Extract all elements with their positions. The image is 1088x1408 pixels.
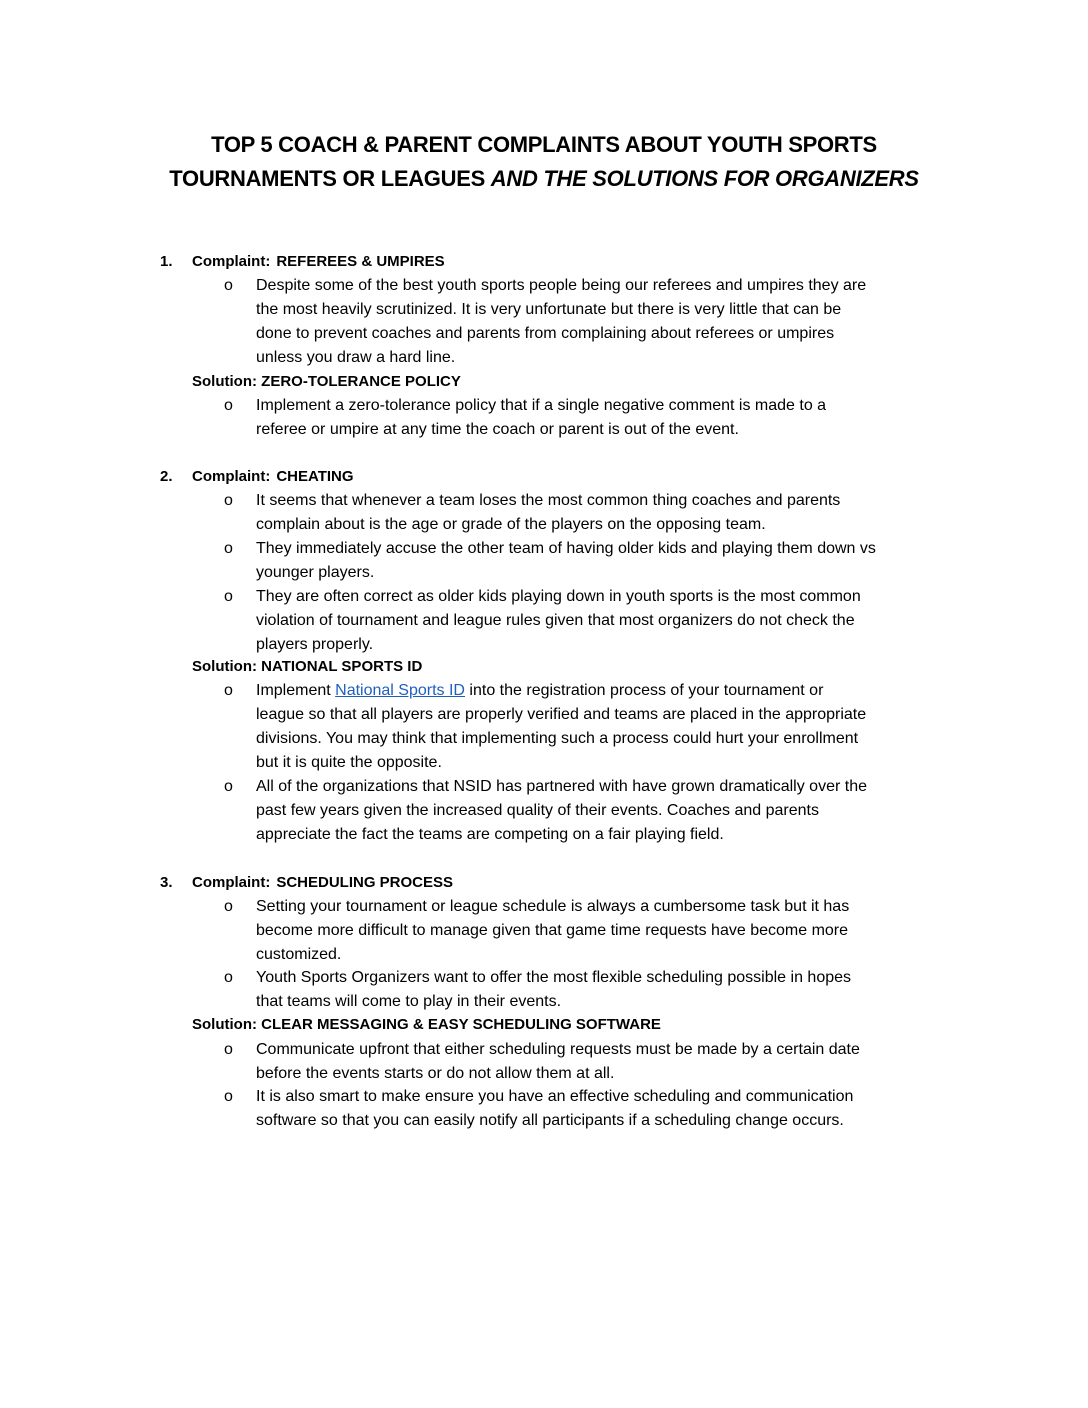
item-number: 1. — [160, 253, 173, 270]
complaint-label: Complaint: — [192, 874, 271, 891]
bullet-circle-icon: o — [224, 540, 233, 557]
solution-heading — [192, 370, 461, 394]
document-page: TOP 5 COACH & PARENT COMPLAINTS ABOUT YOUTH SPORTS TOURNAMENTS OR LEAGUES AND THE SOLUTIONS FOR ORGANIZERS 1. Complaint: REFEREES & UMPIRES o Despite some of the best youth sports people being our referees and umpires they are the most heavily scrutinized. It is very unfortunate but there is very little that can be done to prevent coaches and parents from complaining about referees or umpires unless you draw a hard line. Solution: ZERO-TOLERANCE POLICY o Implement a zero-tolerance policy that if a single negative comment is made to a referee or umpire at any time the coach or parent is out of the event. 2. Complaint: CHEATING o It seems that whenever a team loses the most common thing coaches and parents complain about is the age or grade of the players on the opposing team. o They immediately accuse the other team of having older kids and playing them down vs younger players. o They are often correct as older kids playing down in youth sports is the most common violation of tournament and league rules given that most organizers do not check the players properly. Solution: NATIONAL SPORTS ID o Implement National Sports ID into the registration process of your tournament or league so that all players are properly verified and teams are placed in the appropriate divisions. You may think that implementing such a process could hurt your enrollment but it is quite the opposite. o All of the organizations that NSID has partnered with have grown dramatically over the past few years given the increased quality of their events. Coaches and parents appreciate the fact the teams are competing on a fair playing field. 3. Complaint: SCHEDULING PROCESS o Setting your tournament or league schedule is always a cumbersome task but it has become more difficult to manage given that game time requests have become more customized. o Youth Sports Organizers want to offer the most flexible scheduling possible in hopes that teams will come to play in their events. Solution: CLEAR MESSAGING & EASY SCHEDULING SOFTWARE o Communicate upfront that either scheduling requests must be made by a certain date before the events starts or do not allow them at all. o It is also smart to make ensure you have an effective scheduling and communication software so that you can easily notify all participants if a scheduling change occurs. — [0, 0, 1088, 1408]
title-line-2: TOURNAMENTS OR LEAGUES AND THE SOLUTIONS FOR ORGANIZERS — [169, 166, 919, 191]
solution-label: Solution: — [192, 1016, 257, 1033]
solution-heading — [192, 655, 422, 679]
item-number: 2. — [160, 468, 173, 485]
item-number: 3. — [160, 874, 173, 891]
solution-topic: CLEAR MESSAGING & EASY SCHEDULING SOFTWARE — [261, 1016, 661, 1033]
title-line-1: TOP 5 COACH & PARENT COMPLAINTS ABOUT YOUTH SPORTS — [211, 132, 877, 157]
document-title — [80, 128, 1008, 196]
bullet-circle-icon: o — [224, 1041, 233, 1058]
complaint-topic: REFEREES & UMPIRES — [276, 253, 445, 270]
solution-heading — [192, 1013, 661, 1037]
bullet-circle-icon: o — [224, 588, 233, 605]
solution-topic: NATIONAL SPORTS ID — [261, 658, 423, 675]
solution-topic: ZERO-TOLERANCE POLICY — [261, 373, 461, 390]
bullet-circle-icon: o — [224, 1088, 233, 1105]
complaint-topic: CHEATING — [276, 468, 354, 485]
solution-label: Solution: — [192, 373, 257, 390]
bullet-circle-icon: o — [224, 898, 233, 915]
bullet-circle-icon: o — [224, 492, 233, 509]
bullet-circle-icon: o — [224, 778, 233, 795]
bullet-circle-icon: o — [224, 969, 233, 986]
bullet-circle-icon: o — [224, 397, 233, 414]
complaint-topic: SCHEDULING PROCESS — [276, 874, 454, 891]
complaint-label: Complaint: — [192, 468, 271, 485]
complaint-label: Complaint: — [192, 253, 271, 270]
national-sports-id-link[interactable]: National Sports ID — [335, 682, 465, 699]
title-italic-part: AND THE SOLUTIONS FOR ORGANIZERS — [490, 166, 919, 191]
solution-label: Solution: — [192, 658, 257, 675]
bullet-circle-icon: o — [224, 277, 233, 294]
bullet-circle-icon: o — [224, 682, 233, 699]
